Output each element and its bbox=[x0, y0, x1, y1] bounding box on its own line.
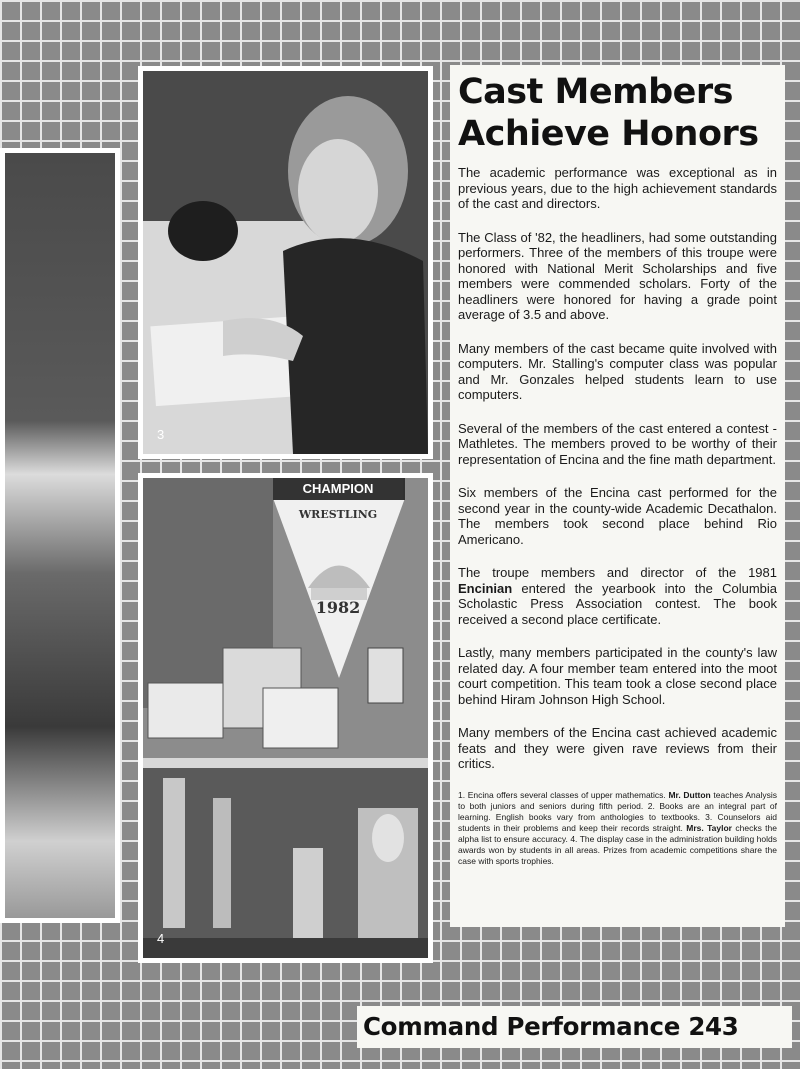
article-panel bbox=[450, 65, 785, 927]
photo-4-illustration bbox=[143, 478, 428, 958]
photo-left-students bbox=[0, 148, 120, 923]
caption-part3: checks the alpha list to ensure accuracy. 4. The display case in the administration building holds awards won by students in all areas. Prizes from academic competitions share the case with sports trophies. bbox=[458, 822, 778, 866]
page-footer: Command Performance 243 bbox=[357, 1006, 792, 1048]
photo-4-trophy-case bbox=[138, 473, 433, 963]
article-title: Cast Members Achieve Honors bbox=[458, 72, 759, 154]
article-paragraph: Many members of the cast became quite involved with computers. Mr. Stalling's computer class was popular and Mr. Gonzales helped students learn to use computers. bbox=[458, 340, 777, 402]
yearbook-name: Encinian bbox=[458, 580, 513, 596]
photo-3-illustration bbox=[143, 71, 428, 454]
yearbook-text-after: entered the yearbook into the Columbia Scholastic Press Association contest. The book received a second place certificate. bbox=[458, 580, 777, 627]
article-paragraph: Lastly, many members participated in the county's law related day. A four member team entered into the moot court competition. This team took a close second place behind Hiram Johnson High School. bbox=[458, 645, 777, 707]
pennant-sport: WRESTLING bbox=[298, 508, 378, 521]
photo-left-image bbox=[5, 153, 115, 918]
photo-3-image bbox=[143, 71, 428, 454]
pennant-year: 1982 bbox=[315, 598, 361, 617]
caption-part2: teaches Analysis to both juniors and seniors during fifth period. 2. Books are an integral part of learning. English books vary from anthologies to textbooks. 3. Counselors aid students in their problems and keep their records straight. bbox=[458, 789, 777, 833]
article-paragraph: Six members of the Encina cast performed for the second year in the county-wide Academic Decathalon. The members took second place behind Rio Americano. bbox=[458, 485, 777, 547]
photo-3-number: 3 bbox=[157, 427, 165, 442]
article-paragraph: The Class of '82, the headliners, had some outstanding performers. Three of the members of this troupe were honored with National Merit Scholarships and five members were commended scholars. Forty of the headliners were honored for having a grade point average of 3.5 and above. bbox=[458, 229, 777, 322]
article-paragraph-yearbook bbox=[458, 565, 777, 627]
caption-name-taylor: Mrs. Taylor bbox=[686, 822, 732, 833]
article-paragraph: The academic performance was exceptional as in previous years, due to the high achievement standards of the cast and directors. bbox=[458, 165, 777, 211]
photo-4-image bbox=[143, 478, 428, 958]
article-paragraph: Several of the members of the cast entered a contest - Mathletes. The members proved to be worthy of their representation of Encina and the fine math department. bbox=[458, 420, 777, 467]
pennant-banner: CHAMPION bbox=[273, 478, 403, 500]
photo-4-number: 4 bbox=[157, 931, 165, 946]
yearbook-text-before: The troupe members and director of the 1981 bbox=[458, 565, 777, 580]
photo-3-counselor bbox=[138, 66, 433, 459]
article-paragraph: Many members of the Encina cast achieved academic feats and they were given rave reviews from their critics. bbox=[458, 725, 777, 771]
photo-captions bbox=[458, 790, 777, 867]
caption-name-dutton: Mr. Dutton bbox=[668, 789, 711, 800]
caption-part1: 1. Encina offers several classes of upper mathematics. bbox=[458, 789, 669, 800]
